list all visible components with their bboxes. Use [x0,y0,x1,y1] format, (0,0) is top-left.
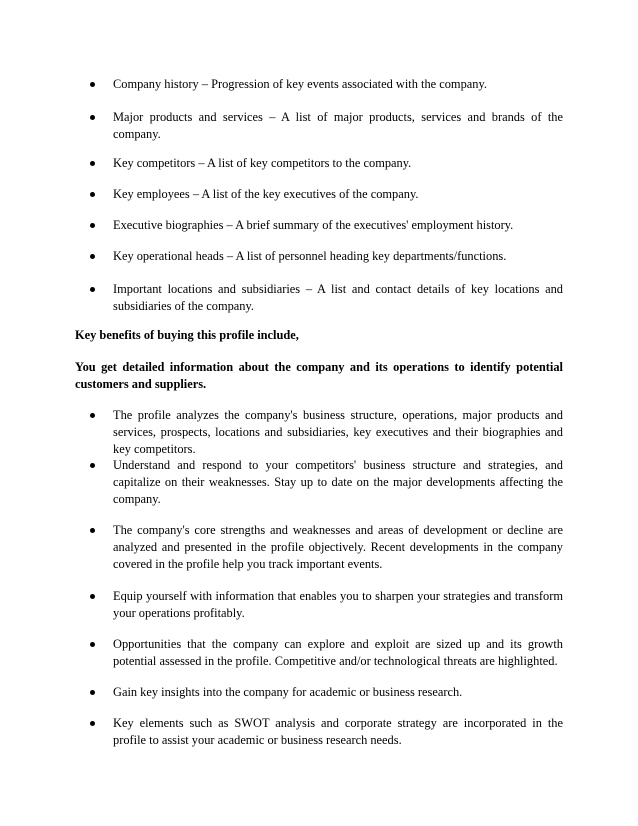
list-item-text: Company history – Progression of key events associated with the company. [113,77,487,91]
list-item-text: Equip yourself with information that enables you to sharpen your strategies and transform your operations profitably. [113,589,563,620]
bullet-icon [90,287,95,292]
bullet-icon [90,690,95,695]
bullet-icon [90,82,95,87]
bullet-icon [90,413,95,418]
list-item-text: Key competitors – A list of key competitors to the company. [113,156,412,170]
list-item-text: Executive biographies – A brief summary of the executives' employment history. [113,218,514,232]
bullet-icon [90,528,95,533]
list-item-text: Major products and services – A list of major products, services and brands of the company. [113,110,563,141]
list-item-text: Gain key insights into the company for academic or business research. [113,685,463,699]
bullet-icon [90,254,95,259]
bullet-icon [90,594,95,599]
list-item-text: Key employees – A list of the key executives of the company. [113,187,419,201]
list-item-text: Key elements such as SWOT analysis and corporate strategy are incorporated in the profile to assist your academic or business research needs. [113,716,563,747]
bullet-icon [90,192,95,197]
benefits-heading: Key benefits of buying this profile include, [75,328,299,342]
list-item-text: Understand and respond to your competitors' business structure and strategies, and capitalize on their weaknesses. Stay up to date on the major developments affecting the company. [113,458,563,506]
list-item-text: Opportunities that the company can explore and exploit are sized up and its growth potential assessed in the profile. Competitive and/or technological threats are highlighted. [113,637,563,668]
list-item-text: Important locations and subsidiaries – A list and contact details of key locations and subsidiaries of the company. [113,282,563,313]
bullet-icon [90,721,95,726]
list-item-text: The company's core strengths and weaknesses and areas of development or decline are analyzed and presented in the profile objectively. Recent developments in the company covered in the profile help you track important events. [113,523,563,571]
benefits-subheading: You get detailed information about the company and its operations to identify potential customers and suppliers. [75,360,563,391]
bullet-icon [90,161,95,166]
bullet-icon [90,463,95,468]
bullet-icon [90,115,95,120]
bullet-icon [90,223,95,228]
list-item-text: Key operational heads – A list of personnel heading key departments/functions. [113,249,507,263]
bullet-icon [90,642,95,647]
list-item-text: The profile analyzes the company's business structure, operations, major products and services, prospects, locations and subsidiaries, key executives and their biographies and key competitors. [113,408,563,456]
